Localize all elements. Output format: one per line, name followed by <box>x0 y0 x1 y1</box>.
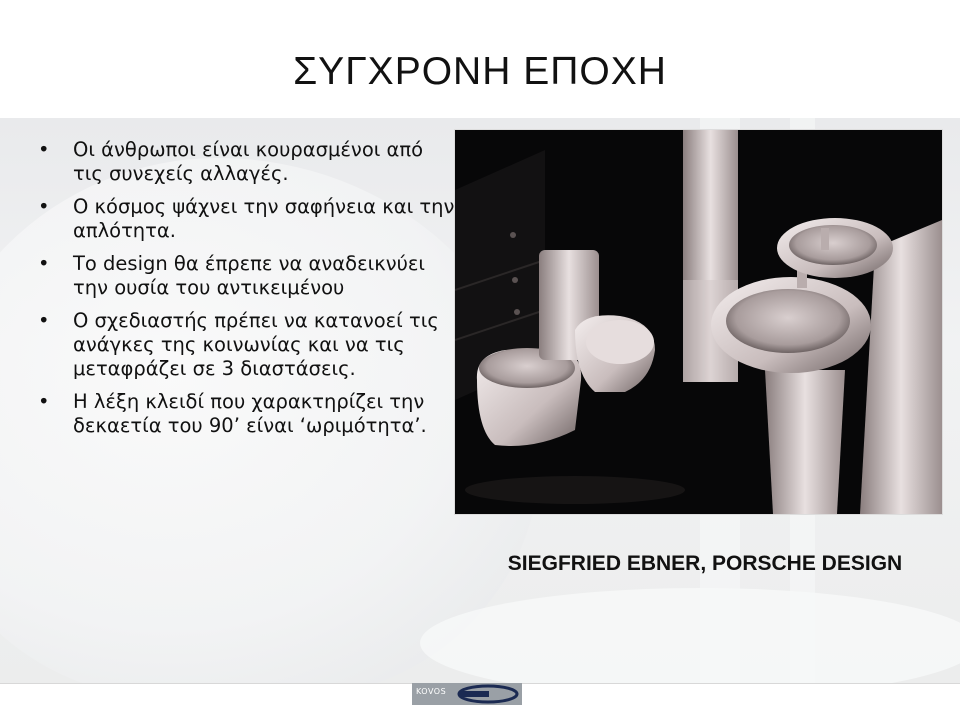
bullet-text: Οι άνθρωποι είναι κουρασμένοι από τις συνεχείς αλλαγές. <box>73 138 424 185</box>
logo-mark-icon <box>457 684 519 704</box>
bathroom-illustration <box>455 130 942 514</box>
bullet-dot-icon: • <box>38 309 50 332</box>
bullet-dot-icon: • <box>38 195 50 218</box>
bullet-text: Η λέξη κλειδί που χαρακτηρίζει την δεκαετία του 90’ είναι ‘ωριμότητα’. <box>73 390 427 437</box>
slide-title: ΣΥΓΧΡΟΝΗ ΕΠΟΧΗ <box>293 50 667 93</box>
bullet-item <box>38 309 458 381</box>
bullet-item <box>38 195 458 243</box>
logo-text: KOVOS <box>416 687 447 696</box>
bullet-item <box>38 252 458 300</box>
image-caption: SIEGFRIED EBNER, PORSCHE DESIGN <box>507 552 903 575</box>
bullet-list <box>38 138 458 447</box>
bullet-dot-icon: • <box>38 252 50 275</box>
bullet-item <box>38 390 458 438</box>
bullet-text: Ο σχεδιαστής πρέπει να κατανοεί τις ανάγκες της κοινωνίας και να τις μεταφράζει σε 3 διαστάσεις. <box>73 309 439 380</box>
kovos-logo-icon <box>412 683 522 705</box>
bullet-item <box>38 138 458 186</box>
bullet-dot-icon: • <box>38 138 50 161</box>
bullet-text: Ο κόσμος ψάχνει την σαφήνεια και την απλότητα. <box>73 195 455 242</box>
background-car-shadow <box>420 588 960 683</box>
bullet-dot-icon: • <box>38 390 50 413</box>
bullet-text: Το design θα έπρεπε να αναδεικνύει την ουσία του αντικειμένου <box>73 252 426 299</box>
bathroom-photo <box>455 130 942 514</box>
